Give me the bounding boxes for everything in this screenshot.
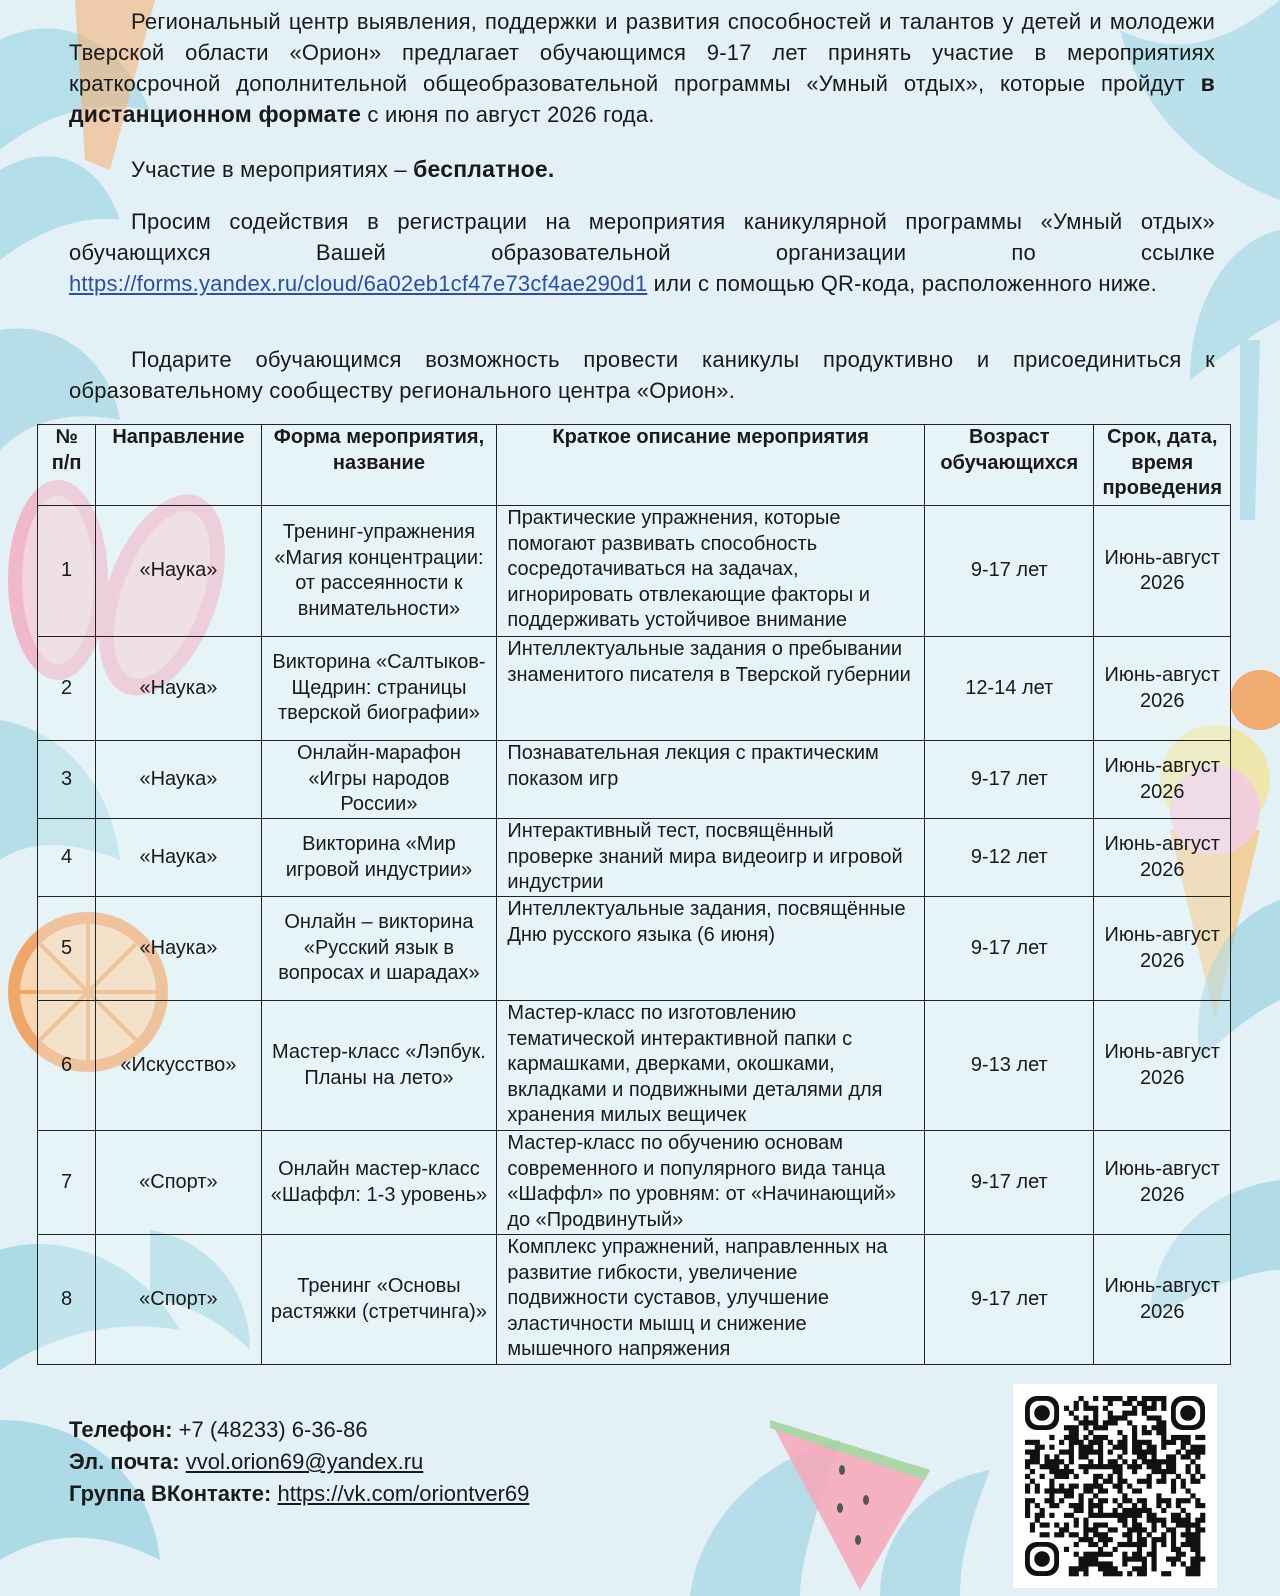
contacts-block (69, 1414, 529, 1510)
row-num: 8 (38, 1235, 96, 1365)
row-num: 6 (38, 1001, 96, 1131)
header-direction: Направление (96, 425, 261, 506)
vk-label: Группа ВКонтакте: (69, 1481, 272, 1506)
row-num: 2 (38, 637, 96, 741)
email-line (69, 1446, 529, 1478)
row-period: Июнь-август 2026 (1094, 1131, 1231, 1235)
row-period: Июнь-август 2026 (1094, 1235, 1231, 1365)
intro-paragraph-1 (69, 6, 1215, 130)
row-num: 1 (38, 506, 96, 637)
table-row (38, 1001, 1231, 1131)
row-description: Познавательная лекция с практическим показом игр (497, 741, 925, 819)
row-period: Июнь-август 2026 (1094, 741, 1231, 819)
registration-link[interactable]: https://forms.yandex.ru/cloud/6a02eb1cf47e73cf4ae290d1 (69, 271, 648, 296)
registration-text: Просим содействия в регистрации на мероприятия каникулярной программы «Умный отдых» обучающихся Вашей образовательной организации по ссылке (69, 209, 1215, 265)
table-row (38, 1235, 1231, 1365)
header-form: Форма мероприятия, название (261, 425, 497, 506)
row-description: Мастер-класс по обучению основам современного и популярного вида танца «Шаффл» по уровням: от «Начинающий» до «Продвинутый» (497, 1131, 925, 1235)
vk-line (69, 1478, 529, 1510)
table-row (38, 741, 1231, 819)
registration-text-end: или с помощью QR-кода, расположенного ниже. (647, 271, 1157, 296)
row-period: Июнь-август 2026 (1094, 1001, 1231, 1131)
row-age: 9-12 лет (925, 819, 1094, 897)
row-period: Июнь-август 2026 (1094, 637, 1231, 741)
row-age: 9-17 лет (925, 506, 1094, 637)
intro-paragraph-4 (69, 344, 1215, 406)
row-description: Комплекс упражнений, направленных на развитие гибкости, увеличение подвижности суставов, улучшение эластичности мышц и снижение мышечного напряжения (497, 1235, 925, 1365)
header-num: № п/п (38, 425, 96, 506)
row-period: Июнь-август 2026 (1094, 506, 1231, 637)
email-link[interactable]: vvol.orion69@yandex.ru (185, 1449, 424, 1474)
table-row (38, 637, 1231, 741)
row-num: 3 (38, 741, 96, 819)
table-header-row (38, 425, 1231, 506)
row-description: Интеллектуальные задания, посвящённые Дню русского языка (6 июня) (497, 897, 925, 1001)
row-description: Интеллектуальные задания о пребывании знаменитого писателя в Тверской губернии (497, 637, 925, 741)
row-direction: «Наука» (96, 819, 261, 897)
table-row (38, 897, 1231, 1001)
row-num: 4 (38, 819, 96, 897)
row-direction: «Наука» (96, 637, 261, 741)
row-form: Онлайн-марафон «Игры народов России» (261, 741, 497, 819)
closing-text: Подарите обучающимся возможность провести каникулы продуктивно и присоединиться к образовательному сообществу регионального центра «Орион». (69, 347, 1215, 403)
free-participation-text: Участие в мероприятиях – (131, 157, 414, 182)
header-period: Срок, дата, время проведения (1094, 425, 1231, 506)
intro-text: Региональный центр выявления, поддержки и развития способностей и талантов у детей и молодежи Тверской области «Орион» предлагает обучающимся 9-17 лет принять участие в мероприятиях краткосрочной дополнительной общеобразовательной программы «Умный отдых», которые пройдут (69, 9, 1215, 96)
row-description: Мастер-класс по изготовлению тематической интерактивной папки с кармашками, дверками, окошками, вкладками и подвижными деталями для хранения милых вещичек (497, 1001, 925, 1131)
row-age: 9-17 лет (925, 1235, 1094, 1365)
row-form: Викторина «Мир игровой индустрии» (261, 819, 497, 897)
row-age: 9-17 лет (925, 741, 1094, 819)
row-description: Интерактивный тест, посвящённый проверке знаний мира видеоигр и игровой индустрии (497, 819, 925, 897)
table-row (38, 1131, 1231, 1235)
table-row (38, 819, 1231, 897)
row-direction: «Наука» (96, 506, 261, 637)
row-form: Онлайн – викторина «Русский язык в вопросах и шарадах» (261, 897, 497, 1001)
row-direction: «Спорт» (96, 1131, 261, 1235)
intro-text-end: с июня по август 2026 года. (361, 102, 655, 127)
header-age: Возраст обучающихся (925, 425, 1094, 506)
row-form: Мастер-класс «Лэпбук. Планы на лето» (261, 1001, 497, 1131)
row-age: 9-17 лет (925, 1131, 1094, 1235)
row-form: Викторина «Салтыков-Щедрин: страницы тверской биографии» (261, 637, 497, 741)
row-direction: «Искусство» (96, 1001, 261, 1131)
intro-paragraph-3 (69, 206, 1215, 299)
header-description: Краткое описание мероприятия (497, 425, 925, 506)
row-age: 9-17 лет (925, 897, 1094, 1001)
intro-paragraph-2 (69, 154, 1215, 185)
row-direction: «Наука» (96, 741, 261, 819)
row-period: Июнь-август 2026 (1094, 897, 1231, 1001)
email-label: Эл. почта: (69, 1449, 180, 1474)
row-age: 12-14 лет (925, 637, 1094, 741)
intro-bold-format: в дистанционном формате (69, 70, 1215, 127)
row-period: Июнь-август 2026 (1094, 819, 1231, 897)
row-age: 9-13 лет (925, 1001, 1094, 1131)
row-num: 5 (38, 897, 96, 1001)
row-form: Тренинг «Основы растяжки (стретчинга)» (261, 1235, 497, 1365)
row-num: 7 (38, 1131, 96, 1235)
row-form: Онлайн мастер-класс «Шаффл: 1-3 уровень» (261, 1131, 497, 1235)
row-description: Практические упражнения, которые помогают развивать способность сосредотачиваться на задачах, игнорировать отвлекающие факторы и поддерживать устойчивое внимание (497, 506, 925, 637)
qr-code[interactable] (1013, 1384, 1217, 1588)
phone-number: +7 (48233) 6-36-86 (172, 1417, 368, 1442)
phone-line (69, 1414, 529, 1446)
vk-link[interactable]: https://vk.com/oriontver69 (277, 1481, 530, 1506)
table-row (38, 506, 1231, 637)
free-participation-bold: бесплатное. (413, 156, 555, 182)
row-direction: «Спорт» (96, 1235, 261, 1365)
row-direction: «Наука» (96, 897, 261, 1001)
row-form: Тренинг-упражнения «Магия концентрации: от рассеянности к внимательности» (261, 506, 497, 637)
phone-label: Телефон: (69, 1417, 173, 1442)
events-table (37, 424, 1231, 1365)
